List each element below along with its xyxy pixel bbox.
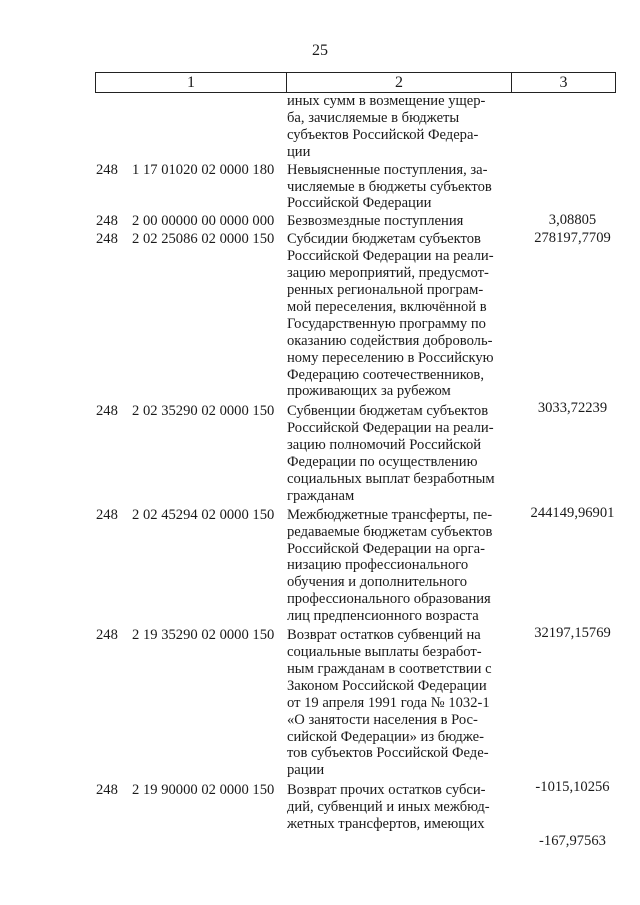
table-row bbox=[0, 93, 640, 161]
row-value: -1015,10256 bbox=[535, 779, 610, 796]
row-description bbox=[287, 162, 505, 213]
description-line: жетных трансфертов, имеющих bbox=[287, 816, 485, 833]
table-body bbox=[0, 93, 640, 849]
description-line: проживающих за рубежом bbox=[287, 383, 451, 400]
row-code-prefix: 248 bbox=[96, 161, 118, 178]
description-line: профессионального образования bbox=[287, 591, 491, 608]
description-line: зацию полномочий Российской bbox=[287, 437, 482, 454]
page-number: 25 bbox=[312, 42, 328, 59]
description-line: Государственную программу по bbox=[287, 315, 486, 332]
row-description bbox=[287, 213, 505, 230]
description-line: Возврат остатков субвенций на bbox=[287, 627, 481, 644]
row-code bbox=[96, 93, 283, 110]
row-code-prefix: 248 bbox=[96, 506, 118, 523]
row-value: 244149,96901 bbox=[530, 504, 615, 521]
header-col-1: 1 bbox=[96, 73, 287, 92]
description-line: тов субъектов Российской Феде- bbox=[287, 745, 489, 762]
row-description bbox=[287, 627, 505, 779]
row-value: 32197,15769 bbox=[534, 625, 611, 642]
row-value: 3,08805 bbox=[548, 212, 597, 229]
row-code bbox=[96, 231, 283, 248]
description-line: ции bbox=[287, 143, 311, 160]
description-line: ренных региональной програм- bbox=[287, 281, 484, 298]
row-code bbox=[96, 162, 283, 179]
description-line: Федерацию соотечественников, bbox=[287, 366, 484, 383]
description-line: Невыясненные поступления, за- bbox=[287, 161, 488, 178]
row-value: -167,97563 bbox=[539, 832, 606, 849]
row-description bbox=[287, 403, 505, 504]
table-header bbox=[95, 72, 616, 93]
row-code-number: 2 19 35290 02 0000 150 bbox=[132, 627, 275, 644]
description-line: «О занятости населения в Рос- bbox=[287, 711, 478, 728]
description-line: ба, зачисляемые в бюджеты bbox=[287, 109, 460, 126]
row-description bbox=[287, 782, 505, 833]
description-line: зацию мероприятий, предусмот- bbox=[287, 265, 489, 282]
description-line: ному переселению в Российскую bbox=[287, 349, 494, 366]
description-line: числяемые в бюджеты субъектов bbox=[287, 178, 492, 195]
row-code bbox=[96, 507, 283, 524]
header-col-2: 2 bbox=[287, 73, 512, 92]
description-line: Российской Федерации на орга- bbox=[287, 540, 485, 557]
description-line: субъектов Российской Федера- bbox=[287, 126, 479, 143]
description-line: рации bbox=[287, 762, 325, 779]
row-code bbox=[96, 213, 283, 230]
row-code-prefix: 248 bbox=[96, 627, 118, 644]
description-line: иных сумм в возмещение ущер- bbox=[287, 93, 486, 109]
description-line: Федерации по осуществлению bbox=[287, 454, 478, 471]
description-line: Субвенции бюджетам субъектов bbox=[287, 403, 489, 420]
description-line: от 19 апреля 1991 года № 1032-1 bbox=[287, 694, 490, 711]
description-line: Российской Федерации на реали- bbox=[287, 420, 494, 437]
description-line: Субсидии бюджетам субъектов bbox=[287, 231, 481, 248]
row-code bbox=[96, 627, 283, 644]
row-code bbox=[96, 782, 283, 799]
row-description bbox=[287, 507, 505, 625]
row-value: 3033,72239 bbox=[537, 400, 608, 417]
description-line: социальные выплаты безработ- bbox=[287, 644, 482, 660]
description-line: дий, субвенций и иных межбюд- bbox=[287, 799, 490, 816]
row-code-number: 2 02 45294 02 0000 150 bbox=[132, 506, 275, 523]
description-line: социальных выплат безработным bbox=[287, 470, 495, 487]
description-line: Российской Федерации bbox=[287, 195, 432, 212]
row-description bbox=[287, 231, 505, 400]
description-line: Российской Федерации на реали- bbox=[287, 248, 494, 265]
row-code-prefix: 248 bbox=[96, 231, 118, 248]
description-line: оказанию содействия доброволь- bbox=[287, 332, 493, 349]
description-line: Возврат прочих остатков субси- bbox=[287, 782, 486, 799]
description-line: обучения и дополнительного bbox=[287, 574, 468, 591]
description-line: сийской Федерации» из бюдже- bbox=[287, 728, 485, 745]
description-line: низацию профессионального bbox=[287, 557, 469, 574]
row-code bbox=[96, 403, 283, 420]
row-code-prefix: 248 bbox=[96, 213, 118, 230]
row-code-number: 2 02 35290 02 0000 150 bbox=[132, 403, 275, 420]
row-code-number: 1 17 01020 02 0000 180 bbox=[132, 161, 275, 178]
row-description bbox=[287, 93, 505, 161]
description-line: Законом Российской Федерации bbox=[287, 677, 487, 694]
row-code-number: 2 00 00000 00 0000 000 bbox=[132, 213, 275, 230]
row-code-prefix: 248 bbox=[96, 782, 118, 799]
description-line: лиц предпенсионного возраста bbox=[287, 608, 479, 625]
description-line: мой переселения, включённой в bbox=[287, 298, 487, 315]
row-code-prefix: 248 bbox=[96, 403, 118, 420]
description-line: Межбюджетные трансферты, пе- bbox=[287, 506, 493, 523]
table-row bbox=[0, 782, 640, 849]
description-line: гражданам bbox=[287, 487, 355, 504]
row-value: 278197,7709 bbox=[534, 230, 611, 247]
description-line: редаваемые бюджетам субъектов bbox=[287, 523, 493, 540]
description-line: Безвозмездные поступления bbox=[287, 213, 464, 230]
row-code-number: 2 02 25086 02 0000 150 bbox=[132, 231, 275, 248]
row-code-number: 2 19 90000 02 0000 150 bbox=[132, 782, 275, 799]
description-line: ным гражданам в соответствии с bbox=[287, 660, 492, 677]
header-col-3: 3 bbox=[559, 74, 568, 91]
